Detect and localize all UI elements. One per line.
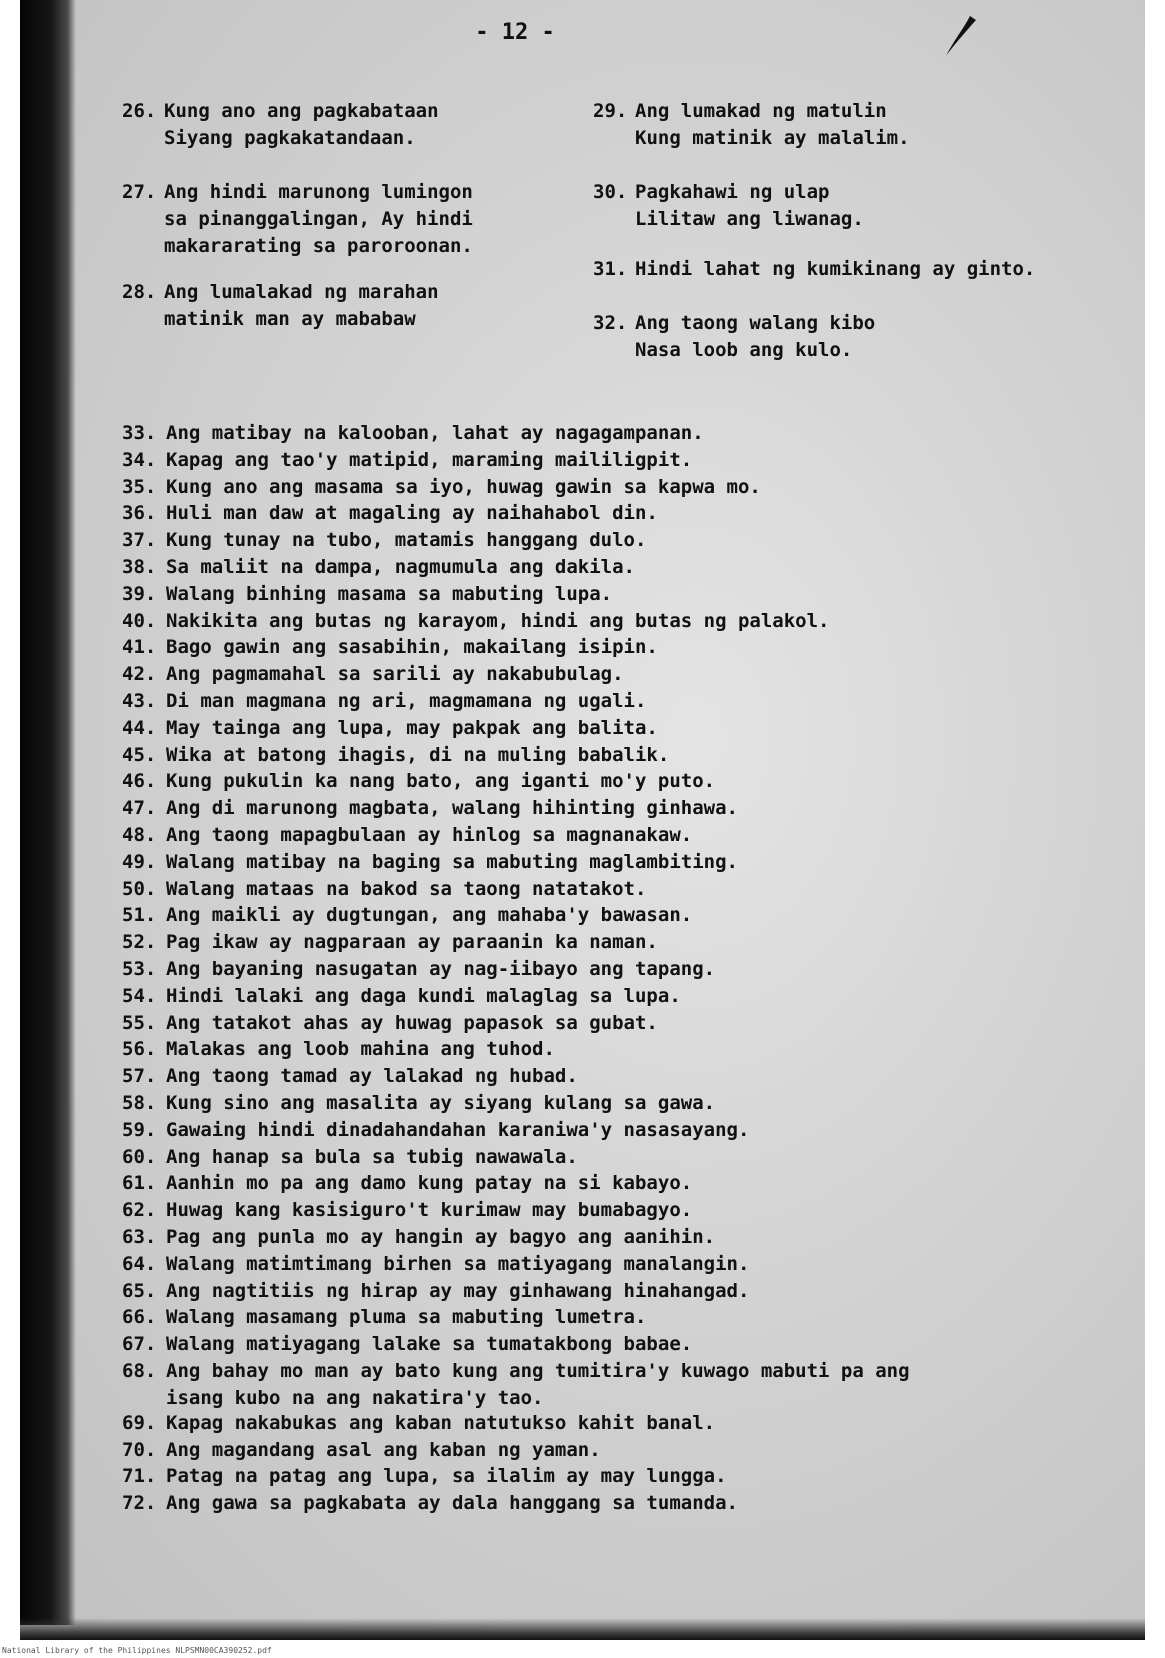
proverb-row	[122, 822, 1132, 849]
proverb-number: 62.	[122, 1199, 157, 1222]
proverb-text: Di man magmana ng ari, magmamana ng ugali.	[166, 689, 647, 712]
proverb-number: 55.	[122, 1011, 157, 1034]
proverb-number: 26.	[122, 100, 157, 122]
proverb-row	[122, 1331, 1132, 1358]
proverb-row	[122, 447, 1132, 474]
proverb-number: 70.	[122, 1438, 157, 1461]
proverb-row	[122, 527, 1132, 554]
proverb-number: 28.	[122, 281, 157, 303]
source-footnote: National Library of the Philippines NLPSMN00CA390252.pdf	[2, 1646, 272, 1655]
proverb-number: 68.	[122, 1359, 157, 1382]
proverb-number: 64.	[122, 1252, 157, 1275]
proverb-row	[122, 500, 1132, 527]
proverb-row	[122, 661, 1132, 688]
proverb-row	[122, 1251, 1132, 1278]
proverb-row	[122, 768, 1132, 795]
proverbs-right-column	[593, 98, 1113, 364]
proverbs-list	[122, 420, 1132, 1517]
proverb-number: 63.	[122, 1225, 157, 1248]
proverb-row	[122, 849, 1132, 876]
proverb-text: Ang maikli ay dugtungan, ang mahaba'y bawasan.	[166, 904, 693, 927]
proverb-row	[122, 474, 1132, 501]
proverb-text: Sa maliit na dampa, nagmumula ang dakila.	[166, 555, 635, 578]
proverb-row	[122, 902, 1132, 929]
proverb-item	[593, 179, 1113, 256]
proverb-row	[122, 1063, 1132, 1090]
proverb-text: Ang taong mapagbulaan ay hinlog sa magnanakaw.	[166, 823, 693, 846]
proverb-text: Ang lumakad ng matulin Kung matinik ay malalim.	[635, 100, 910, 149]
proverb-text: Kapag nakabukas ang kaban natutukso kahit banal.	[166, 1411, 716, 1434]
proverb-number: 44.	[122, 716, 157, 739]
proverb-item	[593, 256, 1113, 310]
proverb-text: Ang gawa sa pagkabata ay dala hanggang sa tumanda.	[166, 1492, 738, 1515]
proverb-number: 30.	[593, 181, 628, 203]
proverb-number: 71.	[122, 1465, 157, 1488]
proverb-text: Ang hindi marunong lumingon sa pinanggalingan, Ay hindi makararating sa paroroonan.	[164, 181, 473, 257]
proverb-row	[122, 1117, 1132, 1144]
proverb-number: 37.	[122, 529, 157, 552]
proverb-number: 35.	[122, 475, 157, 498]
proverb-text: Kapag ang tao'y matipid, maraming maililigpit.	[166, 448, 693, 471]
proverb-number: 29.	[593, 100, 628, 122]
proverb-text: Walang matiyagang lalake sa tumatakbong babae.	[166, 1333, 693, 1356]
proverb-row	[122, 983, 1132, 1010]
proverb-row	[122, 929, 1132, 956]
proverb-number: 39.	[122, 582, 157, 605]
proverb-text: Kung ano ang pagkabataan Siyang pagkakatandaan.	[164, 100, 439, 149]
proverb-row	[122, 1010, 1132, 1037]
proverb-row	[122, 608, 1132, 635]
proverb-number: 67.	[122, 1333, 157, 1356]
proverb-number: 54.	[122, 984, 157, 1007]
proverb-text: Malakas ang loob mahina ang tuhod.	[166, 1038, 555, 1061]
proverb-text: Patag na patag ang lupa, sa ilalim ay may lungga.	[166, 1465, 727, 1488]
proverb-text: Pagkahawi ng ulap Lilitaw ang liwanag.	[635, 181, 864, 230]
proverb-row	[122, 1463, 1132, 1490]
proverb-number: 43.	[122, 689, 157, 712]
proverb-text: Ang bayaning nasugatan ay nag-iibayo ang tapang.	[166, 957, 716, 980]
proverb-row	[122, 1410, 1132, 1437]
proverb-number: 49.	[122, 850, 157, 873]
proverb-number: 45.	[122, 743, 157, 766]
proverb-number: 31.	[593, 258, 628, 280]
proverb-text: Huwag kang kasisiguro't kurimaw may bumabagyo.	[166, 1199, 693, 1222]
proverb-number: 72.	[122, 1492, 157, 1515]
page-bottom-edge	[20, 1618, 1145, 1640]
proverb-text: Kung ano ang masama sa iyo, huwag gawin sa kapwa mo.	[166, 475, 761, 498]
proverb-number: 59.	[122, 1118, 157, 1141]
proverb-row	[122, 554, 1132, 581]
proverb-text: Ang tatakot ahas ay huwag papasok sa gubat.	[166, 1011, 658, 1034]
proverb-row	[122, 634, 1132, 661]
proverb-number: 56.	[122, 1038, 157, 1061]
proverb-text: Walang masamang pluma sa mabuting lumetra.	[166, 1306, 647, 1329]
proverbs-left-column	[122, 98, 562, 333]
proverb-number: 48.	[122, 823, 157, 846]
proverb-text: Walang mataas na bakod sa taong natatakot.	[166, 877, 647, 900]
proverb-row	[122, 742, 1132, 769]
proverb-row	[122, 956, 1132, 983]
proverb-text: Kung sino ang masalita ay siyang kulang sa gawa.	[166, 1091, 716, 1114]
proverb-text: Aanhin mo pa ang damo kung patay na si kabayo.	[166, 1172, 693, 1195]
proverb-item	[122, 279, 562, 333]
proverb-text: Ang hanap sa bula sa tubig nawawala.	[166, 1145, 578, 1168]
proverb-number: 51.	[122, 904, 157, 927]
proverb-item	[593, 310, 1113, 364]
proverb-item	[122, 179, 562, 279]
proverb-text: Huli man daw at magaling ay naihahabol din.	[166, 502, 658, 525]
proverb-text: Ang di marunong magbata, walang hihinting ginhawa.	[166, 797, 738, 820]
proverb-text: Ang bahay mo man ay bato kung ang tumitira'y kuwago mabuti pa ang isang kubo na ang nakatira'y tao.	[166, 1359, 910, 1409]
proverb-number: 60.	[122, 1145, 157, 1168]
proverb-row	[122, 420, 1132, 447]
proverb-number: 34.	[122, 448, 157, 471]
proverb-text: Hindi lalaki ang daga kundi malaglag sa lupa.	[166, 984, 681, 1007]
proverb-row	[122, 1490, 1132, 1517]
proverb-row	[122, 1278, 1132, 1305]
proverb-number: 42.	[122, 663, 157, 686]
proverb-number: 41.	[122, 636, 157, 659]
proverb-text: Hindi lahat ng kumikinang ay ginto.	[635, 258, 1036, 280]
proverb-text: Walang binhing masama sa mabuting lupa.	[166, 582, 613, 605]
proverb-number: 47.	[122, 797, 157, 820]
proverb-row	[122, 688, 1132, 715]
proverb-number: 32.	[593, 312, 628, 334]
proverb-row	[122, 1358, 1132, 1410]
proverb-text: Walang matibay na baging sa mabuting maglambiting.	[166, 850, 738, 873]
proverb-number: 50.	[122, 877, 157, 900]
proverb-row	[122, 1170, 1132, 1197]
proverb-text: Ang pagmamahal sa sarili ay nakabubulag.	[166, 663, 624, 686]
proverb-number: 33.	[122, 422, 157, 444]
proverb-text: Ang taong tamad ay lalakad ng hubad.	[166, 1065, 578, 1088]
proverb-row	[122, 1224, 1132, 1251]
proverb-row	[122, 581, 1132, 608]
proverb-number: 69.	[122, 1411, 157, 1434]
proverb-text: Ang taong walang kibo Nasa loob ang kulo.	[635, 312, 876, 361]
proverb-number: 36.	[122, 502, 157, 525]
proverb-row	[122, 1036, 1132, 1063]
binding-shadow	[20, 0, 76, 1625]
proverb-number: 38.	[122, 555, 157, 578]
proverb-row	[122, 1197, 1132, 1224]
pen-mark-icon	[940, 14, 980, 64]
proverb-row	[122, 1437, 1132, 1464]
proverb-text: Nakikita ang butas ng karayom, hindi ang butas ng palakol.	[166, 609, 830, 632]
proverb-row	[122, 1144, 1132, 1171]
proverb-text: Pag ang punla mo ay hangin ay bagyo ang aanihin.	[166, 1225, 716, 1248]
proverb-text: Pag ikaw ay nagparaan ay paraanin ka naman.	[166, 931, 658, 954]
proverb-text: May tainga ang lupa, may pakpak ang balita.	[166, 716, 658, 739]
proverb-number: 40.	[122, 609, 157, 632]
proverb-row	[122, 876, 1132, 903]
proverb-number: 46.	[122, 770, 157, 793]
proverb-number: 53.	[122, 957, 157, 980]
proverb-text: Walang matimtimang birhen sa matiyagang manalangin.	[166, 1252, 750, 1275]
proverb-row	[122, 1304, 1132, 1331]
proverb-text: Kung pukulin ka nang bato, ang iganti mo'y puto.	[166, 770, 716, 793]
proverb-row	[122, 715, 1132, 742]
proverb-text: Wika at batong ihagis, di na muling babalik.	[166, 743, 670, 766]
proverb-number: 58.	[122, 1091, 157, 1114]
proverb-number: 61.	[122, 1172, 157, 1195]
page-number: - 12 -	[475, 20, 555, 45]
proverb-row	[122, 1090, 1132, 1117]
proverb-text: Gawaing hindi dinadahandahan karaniwa'y nasasayang.	[166, 1118, 750, 1141]
proverb-item	[593, 98, 1113, 179]
proverb-number: 65.	[122, 1279, 157, 1302]
proverb-number: 27.	[122, 181, 157, 203]
proverb-row	[122, 795, 1132, 822]
proverb-text: Kung tunay na tubo, matamis hanggang dulo.	[166, 529, 647, 552]
proverb-number: 66.	[122, 1306, 157, 1329]
proverb-number: 52.	[122, 931, 157, 954]
proverb-text: Ang lumalakad ng marahan matinik man ay mababaw	[164, 281, 439, 330]
proverb-text: Ang nagtitiis ng hirap ay may ginhawang hinahangad.	[166, 1279, 750, 1302]
proverb-text: Bago gawin ang sasabihin, makailang isipin.	[166, 636, 658, 659]
proverb-text: Ang magandang asal ang kaban ng yaman.	[166, 1438, 601, 1461]
proverb-item	[122, 98, 562, 179]
proverb-number: 57.	[122, 1065, 157, 1088]
proverb-text: Ang matibay na kalooban, lahat ay nagagampanan.	[166, 422, 704, 444]
